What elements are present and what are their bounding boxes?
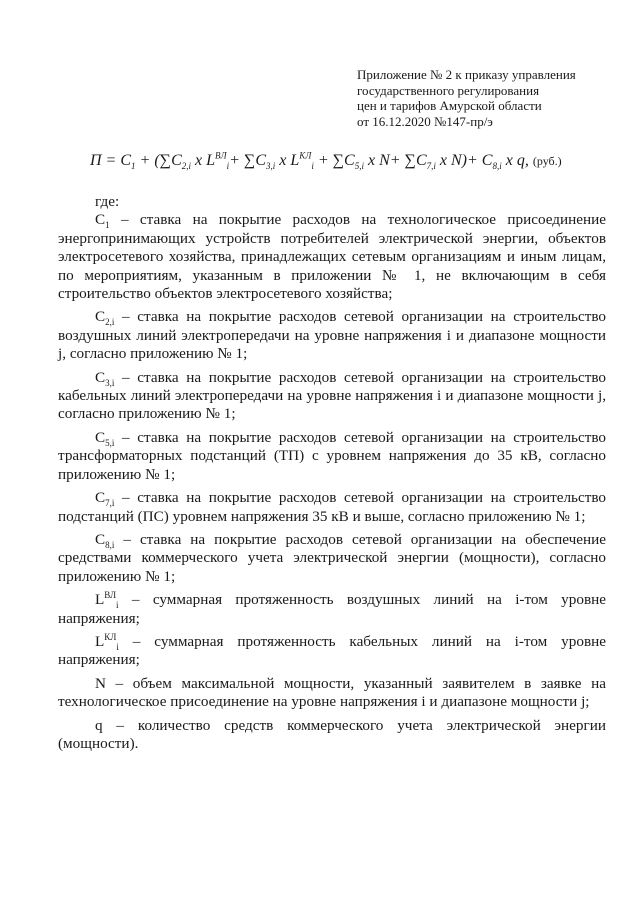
- definition-c2: [58, 308, 606, 363]
- definition-c1: [58, 211, 606, 303]
- symbol: С: [95, 308, 106, 326]
- header-line-2: государственного регулирования: [357, 82, 540, 98]
- formula-part: + ∑C: [229, 152, 266, 169]
- formula-sub: 1: [131, 161, 136, 172]
- definition-q: q – количество средств коммерческого учета электрической энергии (мощности).: [58, 716, 606, 752]
- symbol: L: [95, 591, 105, 609]
- formula-sub: 3,i: [265, 161, 276, 172]
- symbol-sub: 2,i: [105, 317, 115, 328]
- symbol-sub: 8,i: [105, 539, 115, 550]
- formula-part: x L: [275, 152, 300, 169]
- formula-sub: 7,i: [426, 161, 436, 172]
- symbol: L: [95, 632, 105, 650]
- symbol-sub: i: [116, 600, 119, 611]
- formula-part: + ∑C: [313, 152, 355, 169]
- definitions-body: [58, 193, 606, 753]
- definition-c3: [58, 369, 606, 424]
- formula-sub: 2,i: [181, 161, 191, 172]
- symbol-sup: КЛ: [104, 631, 117, 642]
- definition-text: – ставка на покрытие расходов сетевой организации на строительство воздушных линий электропередачи на уровне напряжения i и диапазоне мощности j, согласно приложению № 1;: [58, 308, 606, 363]
- symbol-sub: 1: [105, 220, 110, 231]
- formula-sub: i: [311, 161, 314, 172]
- symbol-sub: 3,i: [105, 377, 115, 388]
- header-line-3: цен и тарифов Амурской области: [357, 98, 542, 113]
- definition-text: – ставка на покрытие расходов сетевой организации на строительство подстанций (ПС) уровнем напряжения 35 кВ и выше, согласно приложению № 1;: [58, 489, 606, 525]
- definition-l-kl: [58, 633, 606, 670]
- formula-sub: i: [226, 161, 230, 172]
- header-line-4: от 16.12.2020 №147-пр/э: [357, 113, 493, 129]
- formula-unit: (руб.): [532, 154, 562, 168]
- definition-c5: [58, 429, 606, 484]
- definition-text: – ставка на покрытие расходов сетевой организации на обеспечение средствами коммерческого учета электрической энергии (мощности), согласно приложению № 1;: [58, 530, 606, 585]
- symbol: С: [95, 530, 106, 548]
- symbol: С: [95, 368, 106, 386]
- symbol-sub: 7,i: [105, 498, 115, 509]
- formula-sub: 8,i: [492, 161, 502, 172]
- definition-text: – ставка на покрытие расходов сетевой организации на строительство трансформаторных подстанций (ТП) с уровнем напряжения до 35 кВ, согласно приложению № 1;: [58, 428, 606, 483]
- formula-sub: 5,i: [354, 161, 364, 172]
- symbol: С: [95, 211, 106, 229]
- definition-text: – ставка на покрытие расходов сетевой организации на строительство кабельных линий электропередачи на уровне напряжения i и диапазоне мощности j, согласно приложению № 1;: [58, 368, 606, 423]
- definition-text: – суммарная протяженность воздушных линий на i-том уровне напряжения;: [58, 591, 606, 627]
- definition-text: – ставка на покрытие расходов на технологическое присоединение энергопринимающих устройств потребителей электрической энергии, объектов электросетевого хозяйства, принадлежащих сетевым организациям и иным лицам, по мероприятиям, указанным в приложении № 1, не включающим в себя строительство объектов электросетевого хозяйства;: [58, 211, 606, 303]
- symbol: С: [95, 428, 106, 446]
- formula-part: x L: [191, 152, 215, 169]
- definition-l-vl: [58, 591, 606, 628]
- definition-text: – суммарная протяженность кабельных линий на i-том уровне напряжения;: [58, 632, 606, 669]
- formula-sup: ВЛ: [215, 150, 227, 161]
- formula-sup: КЛ: [299, 150, 312, 161]
- fee-formula: [90, 152, 610, 170]
- symbol-sup: ВЛ: [104, 590, 117, 601]
- where-label: где:: [95, 193, 120, 210]
- definition-n: N – объем максимальной мощности, указанный заявителем в заявке на технологическое присоединение на уровне напряжения i и диапазоне мощности j;: [58, 674, 606, 711]
- formula-part: x N+ ∑C: [363, 152, 427, 169]
- symbol-sub: i: [116, 641, 119, 652]
- formula-lhs: П = C: [90, 152, 132, 169]
- formula-part: + (∑C: [135, 152, 182, 169]
- formula-part: x N)+ C: [435, 152, 493, 169]
- symbol: С: [95, 489, 106, 507]
- formula-part: x q,: [501, 152, 533, 169]
- definition-c7: [58, 489, 606, 526]
- appendix-header: [357, 67, 607, 129]
- definition-c8: [58, 531, 606, 586]
- symbol-sub: 5,i: [105, 437, 115, 448]
- header-line-1: Приложение № 2 к приказу управления: [357, 67, 576, 82]
